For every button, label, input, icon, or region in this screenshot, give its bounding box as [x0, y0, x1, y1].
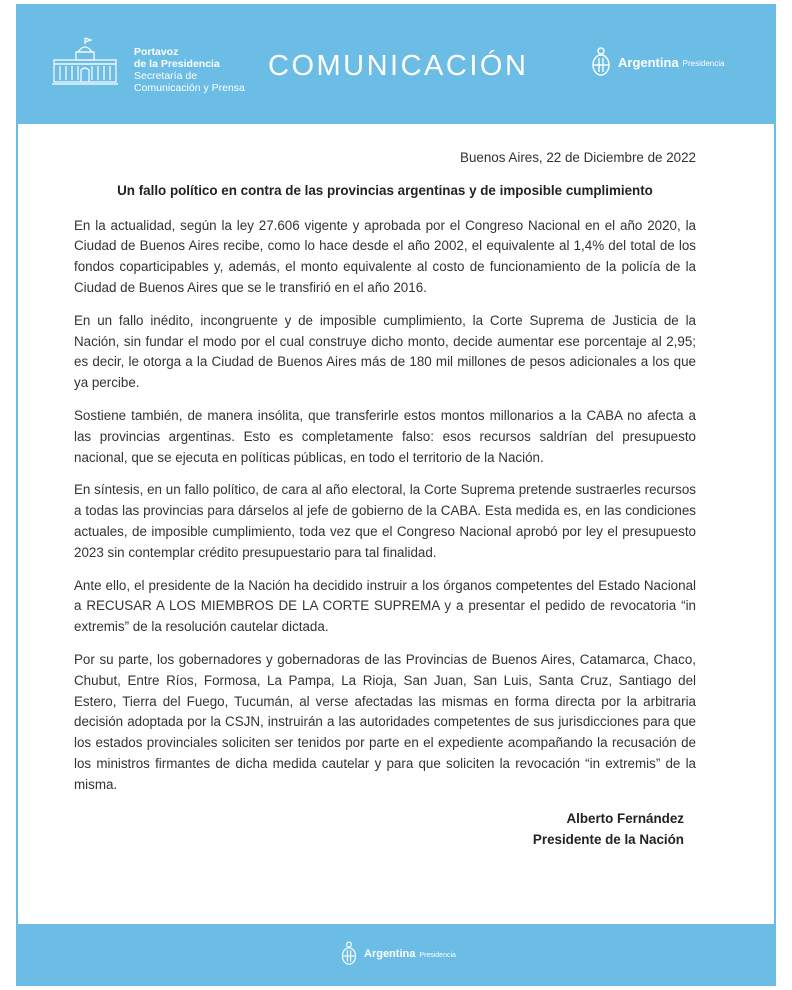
- footer-band: [18, 924, 774, 984]
- signature-name: Alberto Fernández: [566, 810, 684, 826]
- paragraph-4: En síntesis, en un fallo político, de cara al año electoral, la Corte Suprema pretende sustraerles recursos a todas las provincias para dárselos al jefe de gobierno de la CABA. Esta medida es, en las condiciones actuales, de imposible cumplimiento, toda vez que el Congreso Nacional aprobó por ley el presupuesto 2023 sin contemplar crédito presupuestario para tal finalidad.: [74, 482, 696, 560]
- header-title: COMUNICACIÓN: [268, 50, 529, 82]
- signature-title: Presidente de la Nación: [532, 831, 684, 847]
- argentina-logo: [590, 46, 724, 78]
- portavoz-line-4: Comunicación y Prensa: [134, 82, 245, 94]
- portavoz-line-3: Secretaría de: [134, 70, 198, 82]
- document-body: [74, 148, 696, 850]
- paragraph-2: En un fallo inédito, incongruente y de imposible cumplimiento, la Corte Suprema de Justicia de la Nación, sin fundar el modo por el cual construye dicho monto, decide aumentar ese porcentaje al 2,95; es decir, le otorga a la Ciudad de Buenos Aires más de 180 mil millones de pesos adicionales a los que ya percibe.: [74, 312, 696, 391]
- paragraph-5: Ante ello, el presidente de la Nación ha decidido instruir a los órganos competentes del Estado Nacional a RECUSAR A LOS MIEMBROS DE LA CORTE SUPREMA y a presentar el pedido de revocatoria “in extremis” de la resolución cautelar dictada.: [74, 577, 696, 635]
- portavoz-line-1: Portavoz: [134, 46, 179, 58]
- paragraph-6: Por su parte, los gobernadores y gobernadoras de las Provincias de Buenos Aires, Catamarca, Chaco, Chubut, Entre Ríos, Formosa, La Pampa, La Rioja, San Juan, San Luis, Santa Cruz, Santiago del Estero, Tierra del Fuego, Tucumán, al verse afectadas las mismas en forma directa por la arbitraria decisión adoptada por la CSJN, instruirán a las autoridades competentes de sus jurisdicciones para que los estados provinciales soliciten ser tenidos por parte en el expediente acompañando la recusación de los ministros firmantes de dicha medida cautelar y para que soliciten la revocación “in extremis” de la misma.: [74, 651, 696, 792]
- escudo-icon: [590, 46, 612, 78]
- logo-sub: Presidencia: [682, 59, 725, 68]
- paragraph-3: Sostiene también, de manera insólita, que transferirle estos montos millonarios a la CABA no afecta a las provincias argentinas. Esto es completamente falso: esos recursos saldrían del presupuesto nacional, que se ejecuta en políticas públicas, en todo el territorio de la Nación.: [74, 407, 696, 465]
- footer-escudo-icon: [340, 940, 358, 967]
- header-band: [18, 6, 774, 124]
- document-page: [16, 4, 776, 986]
- paragraph-1: En la actualidad, según la ley 27.606 vigente y aprobada por el Congreso Nacional en el año 2020, la Ciudad de Buenos Aires recibe, como lo hace desde el año 2002, el equivalente al 1,4% del total de los fondos coparticipables y, además, el monto equivalente al costo de funcionamiento de la policía de la Ciudad de Buenos Aires que se le transfirió en el año 2016.: [74, 217, 696, 295]
- document-title: Un fallo político en contra de las provincias argentinas y de imposible cumplimiento: [117, 182, 653, 198]
- logo-word: Argentina: [618, 54, 679, 70]
- document-date: Buenos Aires, 22 de Diciembre de 2022: [460, 150, 696, 165]
- footer-logo-sub: Presidencia: [419, 951, 456, 959]
- footer-logo-word: Argentina: [364, 947, 416, 960]
- portavoz-text: [134, 46, 245, 94]
- casa-rosada-icon: [50, 34, 120, 88]
- footer-argentina-logo: [340, 940, 456, 967]
- signature-block: [74, 808, 696, 850]
- portavoz-line-2: de la Presidencia: [134, 58, 220, 70]
